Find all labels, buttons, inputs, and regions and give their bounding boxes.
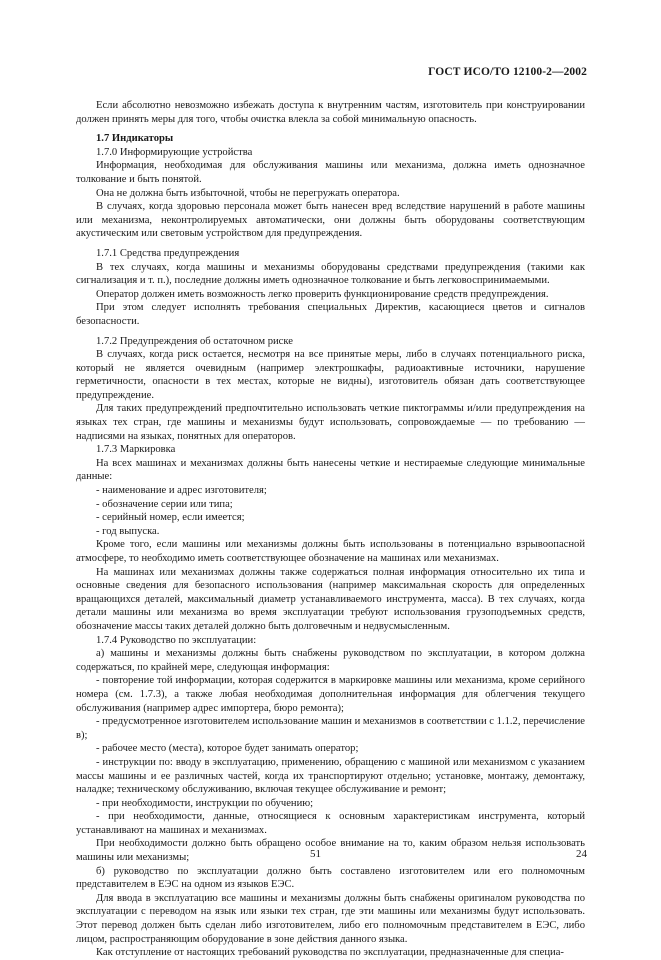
paragraph: Если абсолютно невозможно избежать доступа к внутренним частям, изготовитель при конструировании должен принять меры для того, чтобы очистка влекла за собой минимальную опасность. xyxy=(76,100,585,125)
paragraph: Оператор должен иметь возможность легко проверить функционирование средств предупреждения. xyxy=(96,288,549,300)
paragraph: В тех случаях, когда машины и механизмы оборудованы средствами предупреждения (такими как сигнализация и т. п.), последние должны иметь однозначное толкование и быть легковоспринимаемыми. xyxy=(76,261,585,287)
list-item: - при необходимости, данные, относящиеся к основным характеристикам инструмента, который устанавливают на машинах и механизмах. xyxy=(76,811,585,836)
list-item: - серийный номер, если имеется; xyxy=(96,512,245,524)
paragraph: Информация, необходимая для обслуживания машины или механизма, должна иметь однозначное толкование и быть понятой. xyxy=(76,160,585,185)
list-item: - повторение той информации, которая содержится в маркировке машины или механизма, кроме серийного номера (см. 1.7.3), а также любая необходимая дополнительная информация для облегчения текущего обслуживания (например адрес импортера, бюро ремонта); xyxy=(76,675,585,714)
list-item: - обозначение серии или типа; xyxy=(96,498,233,510)
paragraph: Для таких предупреждений предпочтительно использовать четкие пиктограммы и/или предупреждения на языках тех стран, где машины и механизмы будут использовать, сопровождаемые — по требованию — надписями на языках, понятных для операторов. xyxy=(76,403,585,442)
list-item: - при необходимости, инструкции по обучению; xyxy=(96,797,314,809)
paragraph: а) машины и механизмы должны быть снабжены руководством по эксплуатации, в котором должна содержаться, по крайней мере, следующая информация: xyxy=(76,648,585,673)
document-body xyxy=(76,99,585,960)
subsection-title: 1.7.2 Предупреждения об остаточном риске xyxy=(96,335,293,347)
list-item: - рабочее место (места), которое будет занимать оператор; xyxy=(96,743,359,755)
paragraph: На машинах или механизмах должны также содержаться полная информация относительно их типа и основные сведения для безопасного использования (например максимальная скорость для определенных вращающихся деталей, максимальный диаметр устанавливаемого инструмента, масса). В тех случаях, когда детали машины или механизма во время эксплуатации требуют использования грузоподъемных средств, обозначение массы таких деталей должно быть долговечным и недвусмысленным. xyxy=(76,566,585,632)
document-header: ГОСТ ИСО/ТО 12100-2—2002 xyxy=(428,66,587,78)
paragraph: Кроме того, если машины или механизмы должны быть использованы в потенциально взрывоопасной атмосфере, то необходимо иметь соответствующее обозначение на машинах или механизмах. xyxy=(76,539,585,564)
subsection-title: 1.7.0 Информирующие устройства xyxy=(96,146,253,158)
paragraph: При этом следует исполнять требования специальных Директив, касающиеся цветов и сигналов безопасности. xyxy=(76,302,585,327)
list-item: - наименование и адрес изготовителя; xyxy=(96,485,267,497)
paragraph: Как отступление от настоящих требований руководства по эксплуатации, предназначенные для специа- xyxy=(96,947,564,959)
paragraph: На всех машинах и механизмах должны быть нанесены четкие и нестираемые следующие минимальные данные: xyxy=(76,457,585,483)
paragraph: б) руководство по эксплуатации должно быть составлено изготовителем или его полномочным представителем в ЕЭС на одном из языков ЕЭС. xyxy=(76,865,585,891)
section-heading: 1.7 Индикаторы xyxy=(96,133,174,145)
paragraph: Для ввода в эксплуатацию все машины и механизмы должны быть снабжены оригиналом руководства по эксплуатации с переводом на язык или языки тех стран, где эти машины или механизмы будут использовать. Этот перевод должен быть сделан либо изготовителем, либо его полномочным представителем в ЕЭС, либо лицом, распространяющим оборудование в зоне действия данного языка. xyxy=(76,892,585,945)
subsection-title: 1.7.3 Маркировка xyxy=(96,444,176,456)
list-item: - инструкции по: вводу в эксплуатацию, применению, обращению с машиной или механизмом с указанием массы машины и ее различных частей, когда их транспортируют отдельно; установке, монтажу, демонтажу, наладке; техническому обслуживанию, включая текущее обслуживание и ремонт; xyxy=(76,756,585,796)
subsection-title: 1.7.4 Руководство по эксплуатации: xyxy=(96,634,257,646)
page-number: 51 xyxy=(310,848,321,860)
subsection-title: 1.7.1 Средства предупреждения xyxy=(96,247,240,259)
list-item: - год выпуска. xyxy=(96,525,160,537)
paragraph: В случаях, когда здоровью персонала может быть нанесен вред вследствие нарушений в работе машины или механизма, неконтролируемых автоматически, они должны быть оборудованы соответствующим акустическим или световым устройством для предупреждения. xyxy=(76,201,585,240)
paragraph: В случаях, когда риск остается, несмотря на все принятые меры, либо в случаях потенциального риска, который не является очевидным (например электрошкафы, радиоактивные источники, нарушение герметичности, опасности в тех местах, которые не видны), изготовитель обязан дать соответствующее предупреждение. xyxy=(76,349,585,401)
page-number-secondary: 24 xyxy=(576,848,587,860)
list-item: - предусмотренное изготовителем использование машин и механизмов в соответствии с 1.1.2, перечисление в); xyxy=(76,716,585,741)
paragraph: При необходимости должно быть обращено особое внимание на то, каким образом нельзя использовать машины или механизмы; xyxy=(76,838,585,864)
paragraph: Она не должна быть избыточной, чтобы не перегружать оператора. xyxy=(96,187,400,199)
